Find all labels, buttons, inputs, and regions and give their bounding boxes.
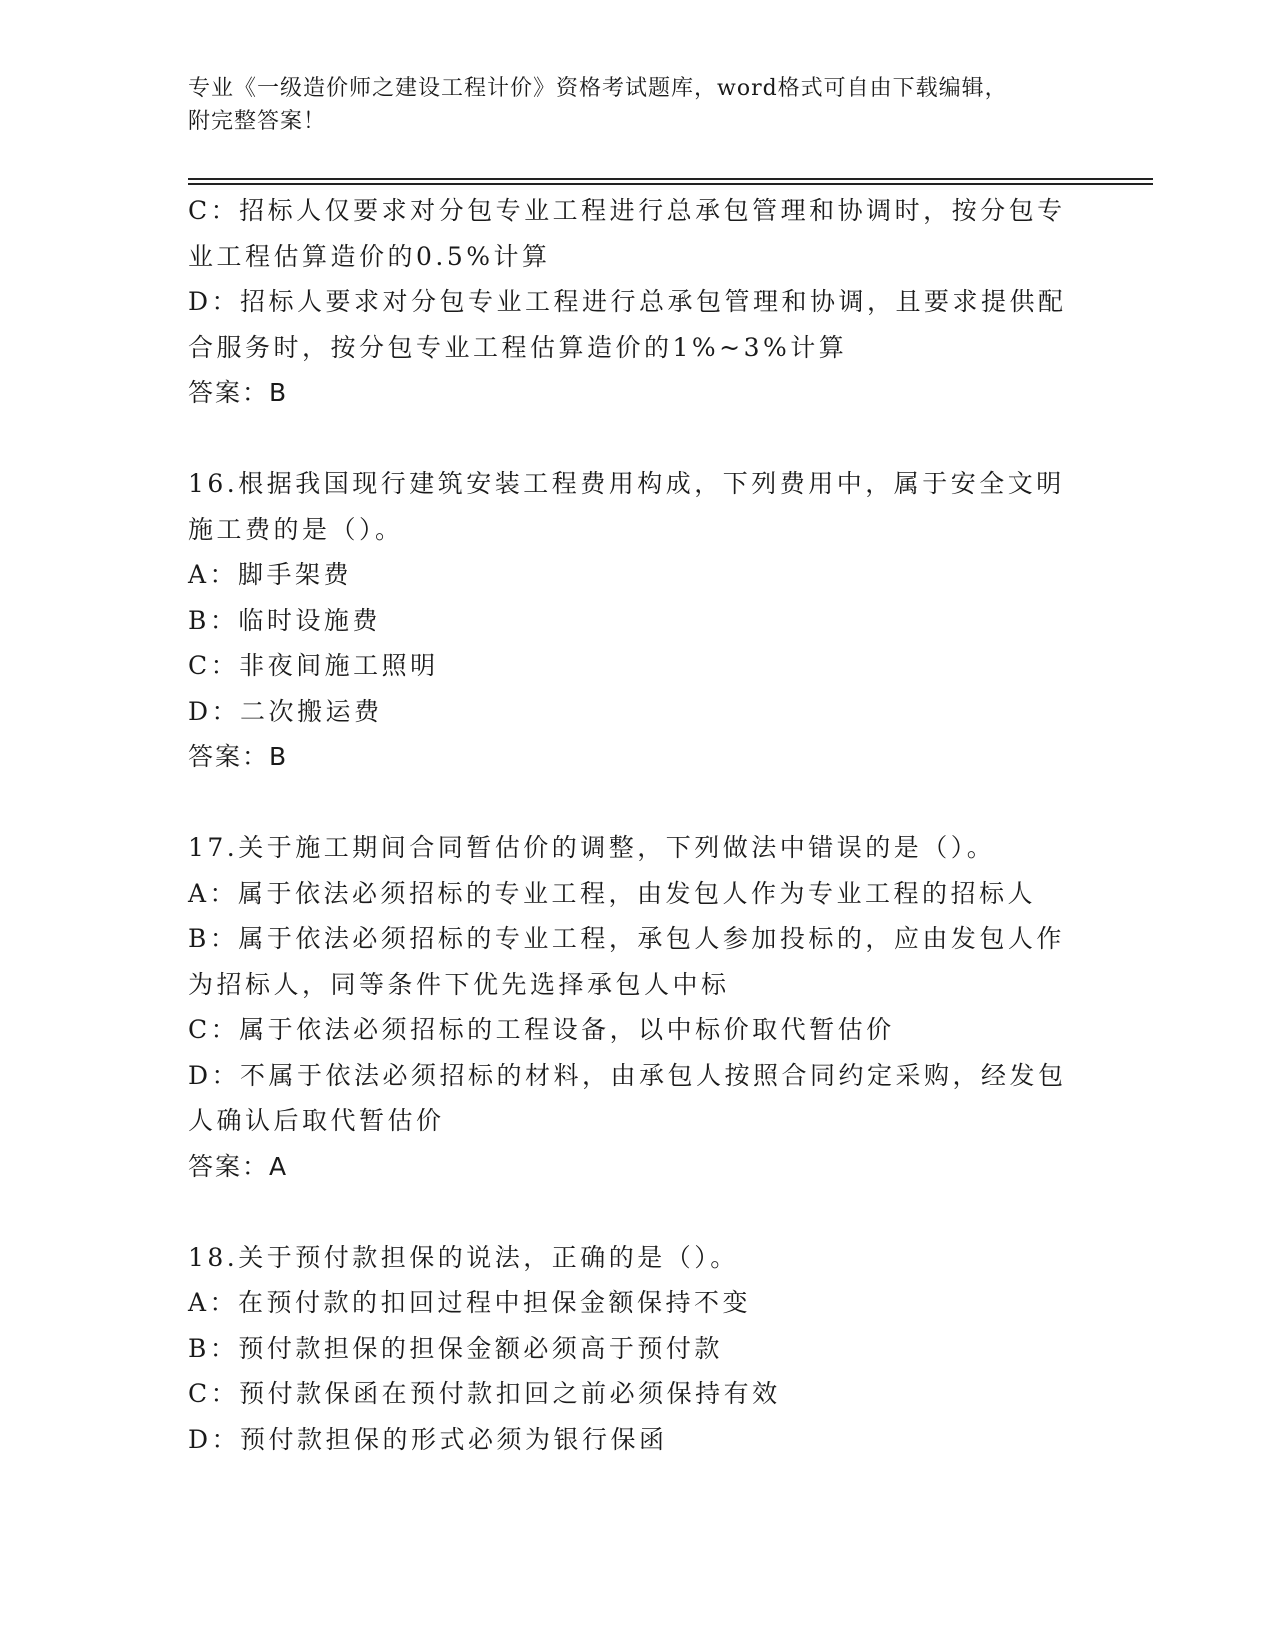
option-a: A：在预付款的扣回过程中担保金额保持不变	[188, 1288, 752, 1317]
question-stem-line-2: 施工费的是（）。	[188, 514, 404, 544]
option-d: D：预付款担保的形式必须为银行保函	[188, 1424, 668, 1454]
option-c-line-2: 业工程估算造价的0.5%计算	[188, 241, 551, 271]
option-d: D：二次搬运费	[188, 696, 383, 726]
option-d-line-2: 合服务时，按分包专业工程估算造价的1%~3%计算	[188, 332, 848, 362]
question-spacer	[188, 780, 1088, 826]
option-c: C：预付款保函在预付款扣回之前必须保持有效	[188, 1379, 781, 1408]
question-spacer	[188, 416, 1088, 462]
header-divider-top	[188, 178, 1153, 180]
question-16	[188, 461, 1088, 780]
answer-label: 答案：B	[188, 378, 289, 407]
option-b: B：临时设施费	[188, 605, 381, 635]
question-17	[188, 825, 1088, 1189]
header-divider-bottom	[188, 183, 1153, 185]
question-stem-line-1: 16.根据我国现行建筑安装工程费用构成，下列费用中，属于安全文明	[188, 469, 1065, 498]
question-18	[188, 1235, 1088, 1463]
option-a: A：属于依法必须招标的专业工程，由发包人作为专业工程的招标人	[188, 878, 1037, 908]
document-header	[188, 72, 1068, 138]
option-d-line-1: D：不属于依法必须招标的材料，由承包人按照合同约定采购，经发包	[188, 1060, 1067, 1090]
option-c-line-1: C：招标人仅要求对分包专业工程进行总承包管理和协调时，按分包专	[188, 196, 1066, 225]
question-stem: 18.关于预付款担保的说法，正确的是（）。	[188, 1242, 739, 1272]
answer-label: 答案：B	[188, 742, 289, 771]
option-b-line-2: 为招标人，同等条件下优先选择承包人中标	[188, 969, 730, 999]
header-line-2: 附完整答案！	[188, 109, 327, 134]
question-list	[188, 188, 1088, 1462]
question-15-tail	[188, 188, 1088, 416]
header-line-1: 专业《一级造价师之建设工程计价》资格考试题库，word格式可自由下载编辑，	[188, 76, 1008, 101]
question-stem: 17.关于施工期间合同暂估价的调整，下列做法中错误的是（）。	[188, 833, 996, 862]
option-c: C：属于依法必须招标的工程设备，以中标价取代暂估价	[188, 1015, 895, 1044]
option-b-line-1: B：属于依法必须招标的专业工程，承包人参加投标的，应由发包人作	[188, 924, 1065, 953]
option-a: A：脚手架费	[188, 560, 353, 589]
question-spacer	[188, 1189, 1088, 1235]
option-d-line-2: 人确认后取代暂估价	[188, 1106, 445, 1135]
answer-label: 答案：A	[188, 1151, 289, 1181]
option-d-line-1: D：招标人要求对分包专业工程进行总承包管理和协调，且要求提供配	[188, 287, 1067, 316]
option-b: B：预付款担保的担保金额必须高于预付款	[188, 1333, 723, 1363]
option-c: C：非夜间施工照明	[188, 651, 439, 680]
